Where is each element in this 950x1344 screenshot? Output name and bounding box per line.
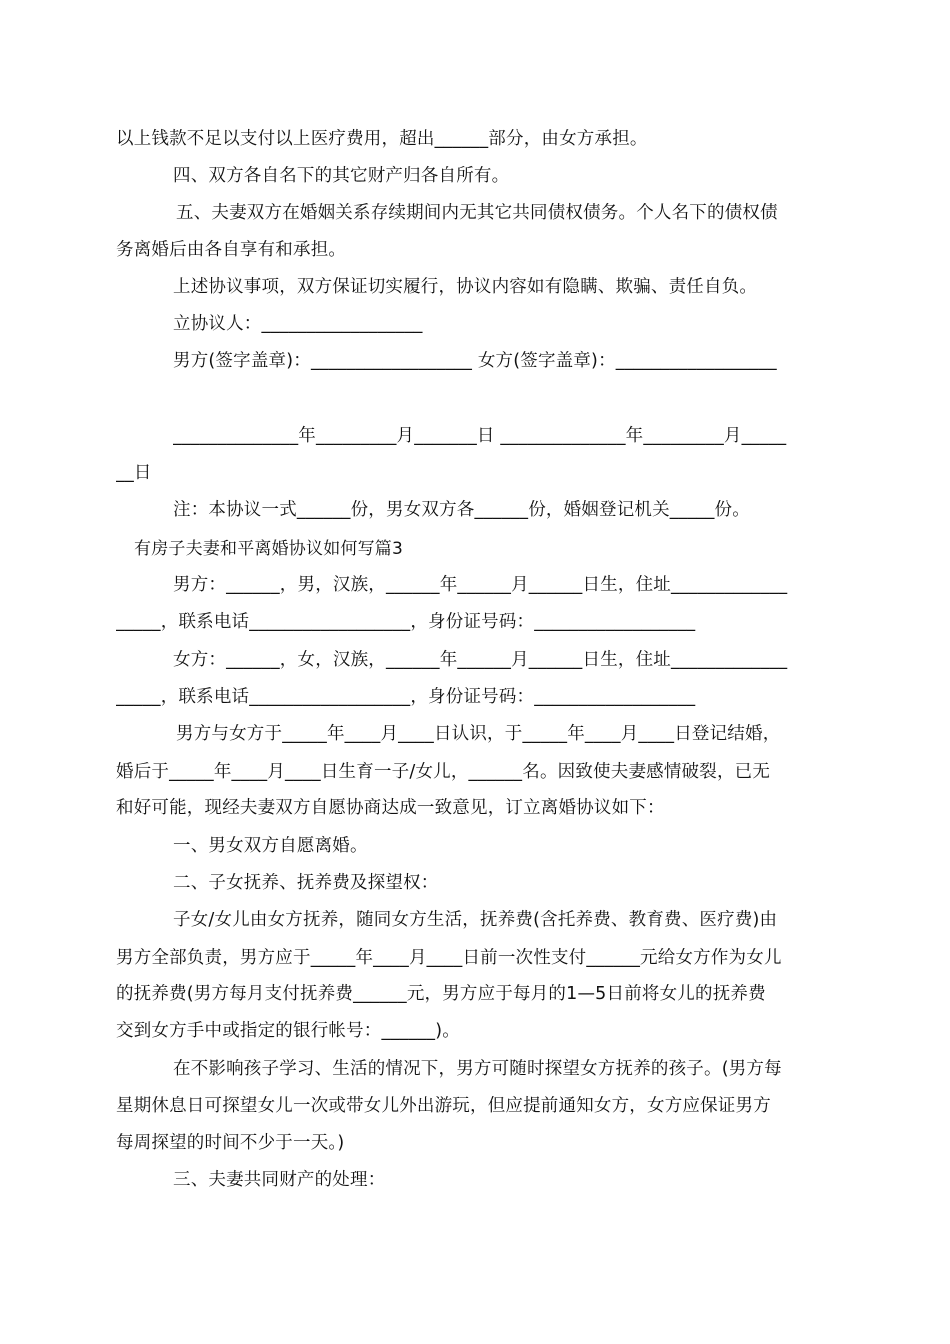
text-line: 交到女方手中或指定的银行帐号：______)。 [116,1021,460,1041]
text-line: 上述协议事项，双方保证切实履行，协议内容如有隐瞒、欺骗、责任自负。 [173,277,758,297]
text-line: 务离婚后由各自享有和承担。 [116,240,347,260]
text-line: 子女/女儿由女方抚养，随同女方生活，抚养费(含托养费、教育费、医疗费)由 [173,910,778,930]
text-line: 星期休息日可探望女儿一次或带女儿外出游玩，但应提前通知女方，女方应保证男方 [116,1096,771,1116]
text-line: 以上钱款不足以支付以上医疗费用，超出______部分，由女方承担。 [116,129,648,149]
section-title: 有房子夫妻和平离婚协议如何写篇3 [134,539,404,559]
text-line: 和好可能，现经夫妻双方自愿协商达成一致意见，订立离婚协议如下： [116,798,665,818]
text-line: 男方：______，男，汉族，______年______月______日生，住址_____________ [173,575,788,595]
text-line: _____，联系电话__________________，身份证号码：__________________ [116,687,696,707]
text-line: 婚后于_____年____月____日生育一子/女儿，______名。因致使夫妻感情破裂，已无 [116,762,771,782]
text-line: 男方与女方于_____年____月____日认识，于_____年____月____日登记结婚， [176,724,781,744]
text-line: _____，联系电话__________________，身份证号码：__________________ [116,612,696,632]
signature-line: 男方(签字盖章)：__________________ 女方(签字盖章)：__________________ [173,351,777,371]
text-line: 三、夫妻共同财产的处理： [173,1170,386,1190]
text-line: 一、男女双方自愿离婚。 [173,836,368,856]
text-line: 二、子女抚养、抚养费及探望权： [173,873,439,893]
text-line: 男方全部负责，男方应于_____年____月____日前一次性支付______元给女方作为女儿 [116,948,782,968]
signatory-line: 立协议人：__________________ [173,314,423,334]
date-line: ______________年_________月_______日 ______________年_________月_____ [173,426,787,446]
text-line: 女方：______，女，汉族，______年______月______日生，住址_____________ [173,650,788,670]
text-line: 五、夫妻双方在婚姻关系存续期间内无其它共同债权债务。个人名下的债权债 [176,203,778,223]
text-line: 每周探望的时间不少于一天。) [116,1133,345,1153]
note-line: 注：本协议一式______份，男女双方各______份，婚姻登记机关_____份。 [173,500,750,520]
date-line-cont: __日 [116,463,152,483]
text-line: 在不影响孩子学习、生活的情况下，男方可随时探望女方抚养的孩子。(男方每 [173,1059,782,1079]
text-line: 的抚养费(男方每月支付抚养费______元，男方应于每月的1—5日前将女儿的抚养费 [116,984,766,1004]
text-line: 四、双方各自名下的其它财产归各自所有。 [173,166,510,186]
